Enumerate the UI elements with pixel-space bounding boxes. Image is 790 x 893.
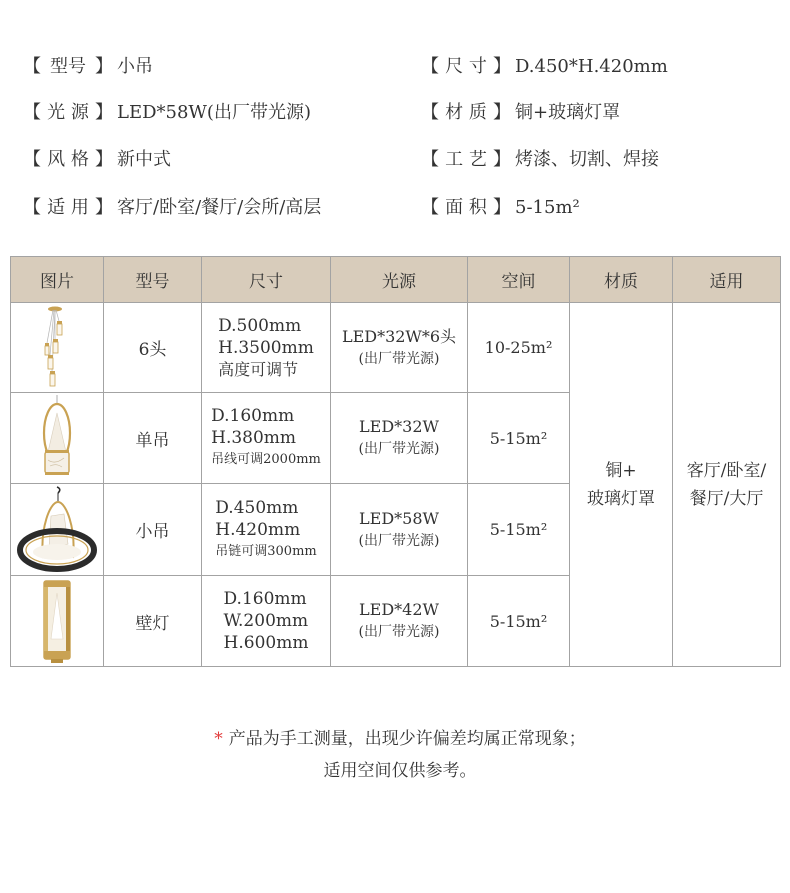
spec-label: 材 质	[445, 102, 487, 123]
size-diameter: D.160mm	[211, 406, 295, 426]
header-application: 适用	[673, 257, 781, 303]
light-cell	[331, 303, 468, 393]
spec-label: 工 艺	[445, 149, 487, 170]
header-material: 材质	[570, 257, 673, 303]
size-block	[218, 315, 314, 381]
spec-value: 客厅/卧室/餐厅/会所/高层	[117, 197, 322, 218]
bracket-open: 【	[23, 102, 41, 123]
footer-note-line-2: 适用空间仅供参考。	[323, 761, 477, 781]
spec-value: 铜+玻璃灯罩	[515, 102, 621, 123]
spec-model	[22, 54, 153, 80]
size-width: W.200mm	[223, 611, 309, 631]
header-model: 型号	[104, 257, 202, 303]
material-line: 玻璃灯罩	[587, 488, 655, 509]
light-power: LED*42W	[359, 600, 439, 619]
application-line: 客厅/卧室/	[686, 460, 767, 481]
single-pendant-lamp-icon	[11, 395, 104, 481]
light-power: LED*32W*6头	[341, 326, 457, 346]
bracket-close: 】	[95, 102, 113, 123]
spec-size	[420, 54, 668, 80]
size-note: 吊链可调300mm	[215, 543, 317, 559]
size-block	[224, 588, 309, 654]
light-cell	[331, 484, 468, 576]
space-cell: 5-15m²	[468, 484, 570, 576]
multi-head-pendant-lamp-icon	[11, 305, 104, 391]
ring-pendant-lamp-icon	[11, 486, 104, 574]
size-note: 高度可调节	[218, 359, 299, 379]
space-cell: 10-25m²	[468, 303, 570, 393]
light-note: (出厂带光源)	[358, 350, 440, 367]
spec-label: 风 格	[47, 149, 89, 170]
model-cell: 小吊	[104, 484, 202, 576]
spec-label: 尺 寸	[445, 56, 487, 77]
light-note: (出厂带光源)	[358, 532, 440, 549]
thumb-cell	[11, 484, 104, 576]
size-diameter: D.500mm	[218, 315, 302, 336]
header-image: 图片	[11, 257, 104, 303]
model-cell: 壁灯	[104, 576, 202, 667]
material-line: 铜+	[605, 460, 637, 481]
size-block	[211, 405, 321, 471]
light-cell	[331, 576, 468, 667]
bracket-close: 】	[493, 149, 511, 170]
footer-text: 产品为手工测量，出现少许偏差均属正常现象；	[228, 729, 586, 749]
model-cell: 单吊	[104, 393, 202, 484]
bracket-close: 】	[493, 56, 511, 77]
space-cell: 5-15m²	[468, 576, 570, 667]
application-line: 餐厅/大厅	[689, 488, 764, 509]
thumb-cell	[11, 576, 104, 667]
size-block	[215, 497, 316, 563]
bracket-close: 】	[493, 102, 511, 123]
spec-value: 小吊	[117, 56, 153, 77]
header-size: 尺寸	[202, 257, 331, 303]
material-cell	[570, 303, 673, 667]
light-power: LED*32W	[359, 417, 439, 436]
bracket-close: 】	[95, 56, 113, 77]
spec-label: 型号	[50, 56, 86, 77]
wall-lamp-icon	[11, 577, 104, 665]
size-height: H.420mm	[215, 519, 301, 540]
size-cell	[202, 393, 331, 484]
size-cell	[202, 484, 331, 576]
spec-application	[22, 195, 321, 221]
spec-value: 烤漆、切割、焊接	[515, 149, 659, 170]
table-row	[11, 303, 781, 393]
bracket-open: 【	[421, 102, 439, 123]
size-note: 吊线可调2000mm	[211, 452, 321, 467]
spec-label: 面 积	[445, 197, 487, 218]
size-height: H.380mm	[211, 428, 297, 448]
size-diameter: D.450mm	[215, 497, 299, 518]
light-note: (出厂带光源)	[358, 441, 440, 457]
size-height: H.600mm	[223, 633, 309, 653]
bracket-close: 】	[493, 197, 511, 218]
thumb-cell	[11, 303, 104, 393]
table-header-row	[11, 257, 781, 303]
spec-label: 适 用	[47, 197, 89, 218]
size-cell	[202, 576, 331, 667]
spec-style	[22, 147, 171, 173]
bracket-close: 】	[95, 197, 113, 218]
model-cell: 6头	[104, 303, 202, 393]
application-cell	[673, 303, 781, 667]
bracket-open: 【	[23, 149, 41, 170]
light-cell	[331, 393, 468, 484]
footer-note-line-1	[0, 727, 790, 751]
spec-area	[420, 195, 580, 221]
bracket-close: 】	[95, 149, 113, 170]
size-diameter: D.160mm	[223, 589, 307, 609]
bracket-open: 【	[23, 56, 41, 77]
bracket-open: 【	[23, 197, 41, 218]
spec-table	[10, 256, 781, 667]
asterisk-mark: *	[214, 729, 223, 749]
spec-value: LED*58W(出厂带光源)	[117, 102, 311, 123]
spec-label: 光 源	[47, 102, 89, 123]
spec-material	[420, 100, 620, 126]
size-height: H.3500mm	[218, 337, 314, 358]
bracket-open: 【	[421, 149, 439, 170]
light-power: LED*58W	[359, 508, 439, 528]
thumb-cell	[11, 393, 104, 484]
header-space: 空间	[468, 257, 570, 303]
spec-value: 新中式	[117, 149, 171, 170]
space-cell: 5-15m²	[468, 393, 570, 484]
light-note: (出厂带光源)	[358, 624, 440, 640]
spec-value: D.450*H.420mm	[515, 56, 668, 77]
bracket-open: 【	[421, 56, 439, 77]
size-cell	[202, 303, 331, 393]
bracket-open: 【	[421, 197, 439, 218]
spec-light-source	[22, 100, 311, 126]
header-light-source: 光源	[331, 257, 468, 303]
spec-craft	[420, 147, 659, 173]
spec-value: 5-15m²	[515, 197, 580, 218]
